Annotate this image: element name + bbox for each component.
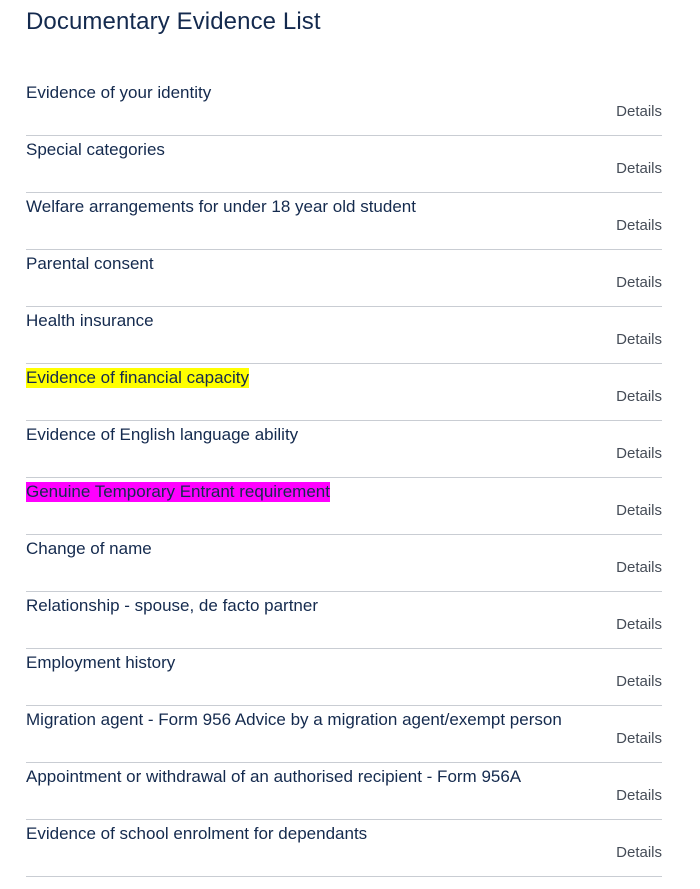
evidence-item-label: Special categories [26,140,165,159]
evidence-item-label: Welfare arrangements for under 18 year old student [26,197,416,216]
details-link[interactable]: Details [616,673,662,690]
evidence-item-label: Relationship - spouse, de facto partner [26,596,319,615]
details-link[interactable]: Details [616,844,662,861]
details-link[interactable]: Details [616,502,662,519]
evidence-item-label: Health insurance [26,311,154,330]
details-link[interactable]: Details [616,445,662,462]
details-link[interactable]: Details [616,331,662,348]
details-link[interactable]: Details [616,160,662,177]
evidence-item-label: Employment history [26,653,176,672]
evidence-item-label: Change of name [26,539,152,558]
details-link[interactable]: Details [616,103,662,120]
details-link[interactable]: Details [616,388,662,405]
evidence-item-label: Evidence of English language ability [26,425,299,444]
details-link[interactable]: Details [616,559,662,576]
details-link[interactable]: Details [616,730,662,747]
evidence-item-label: Genuine Temporary Entrant requirement [26,482,330,501]
details-link[interactable]: Details [616,217,662,234]
evidence-item-label: Evidence of school enrolment for dependants [26,824,368,843]
evidence-list-item [26,250,662,307]
evidence-list-item [26,136,662,193]
evidence-list-item [26,79,662,136]
evidence-list-item [26,307,662,364]
evidence-list-item [26,421,662,478]
evidence-list-item [26,193,662,250]
evidence-item-label: Evidence of financial capacity [26,368,250,387]
evidence-item-label: Evidence of your identity [26,83,212,102]
evidence-item-label: Appointment or withdrawal of an authorised recipient - Form 956A [26,767,522,786]
details-link[interactable]: Details [616,274,662,291]
evidence-list-item [26,763,662,820]
details-link[interactable]: Details [616,787,662,804]
evidence-item-label: Parental consent [26,254,154,273]
page-title: Documentary Evidence List [26,8,321,35]
evidence-list-item [26,535,662,592]
evidence-list-item [26,649,662,706]
evidence-list-item [26,364,662,421]
details-link[interactable]: Details [616,616,662,633]
evidence-list-item [26,478,662,535]
evidence-list-item [26,592,662,649]
evidence-list [26,79,662,877]
evidence-item-label: Migration agent - Form 956 Advice by a migration agent/exempt person [26,710,562,729]
evidence-list-item [26,820,662,877]
evidence-list-item [26,706,662,763]
